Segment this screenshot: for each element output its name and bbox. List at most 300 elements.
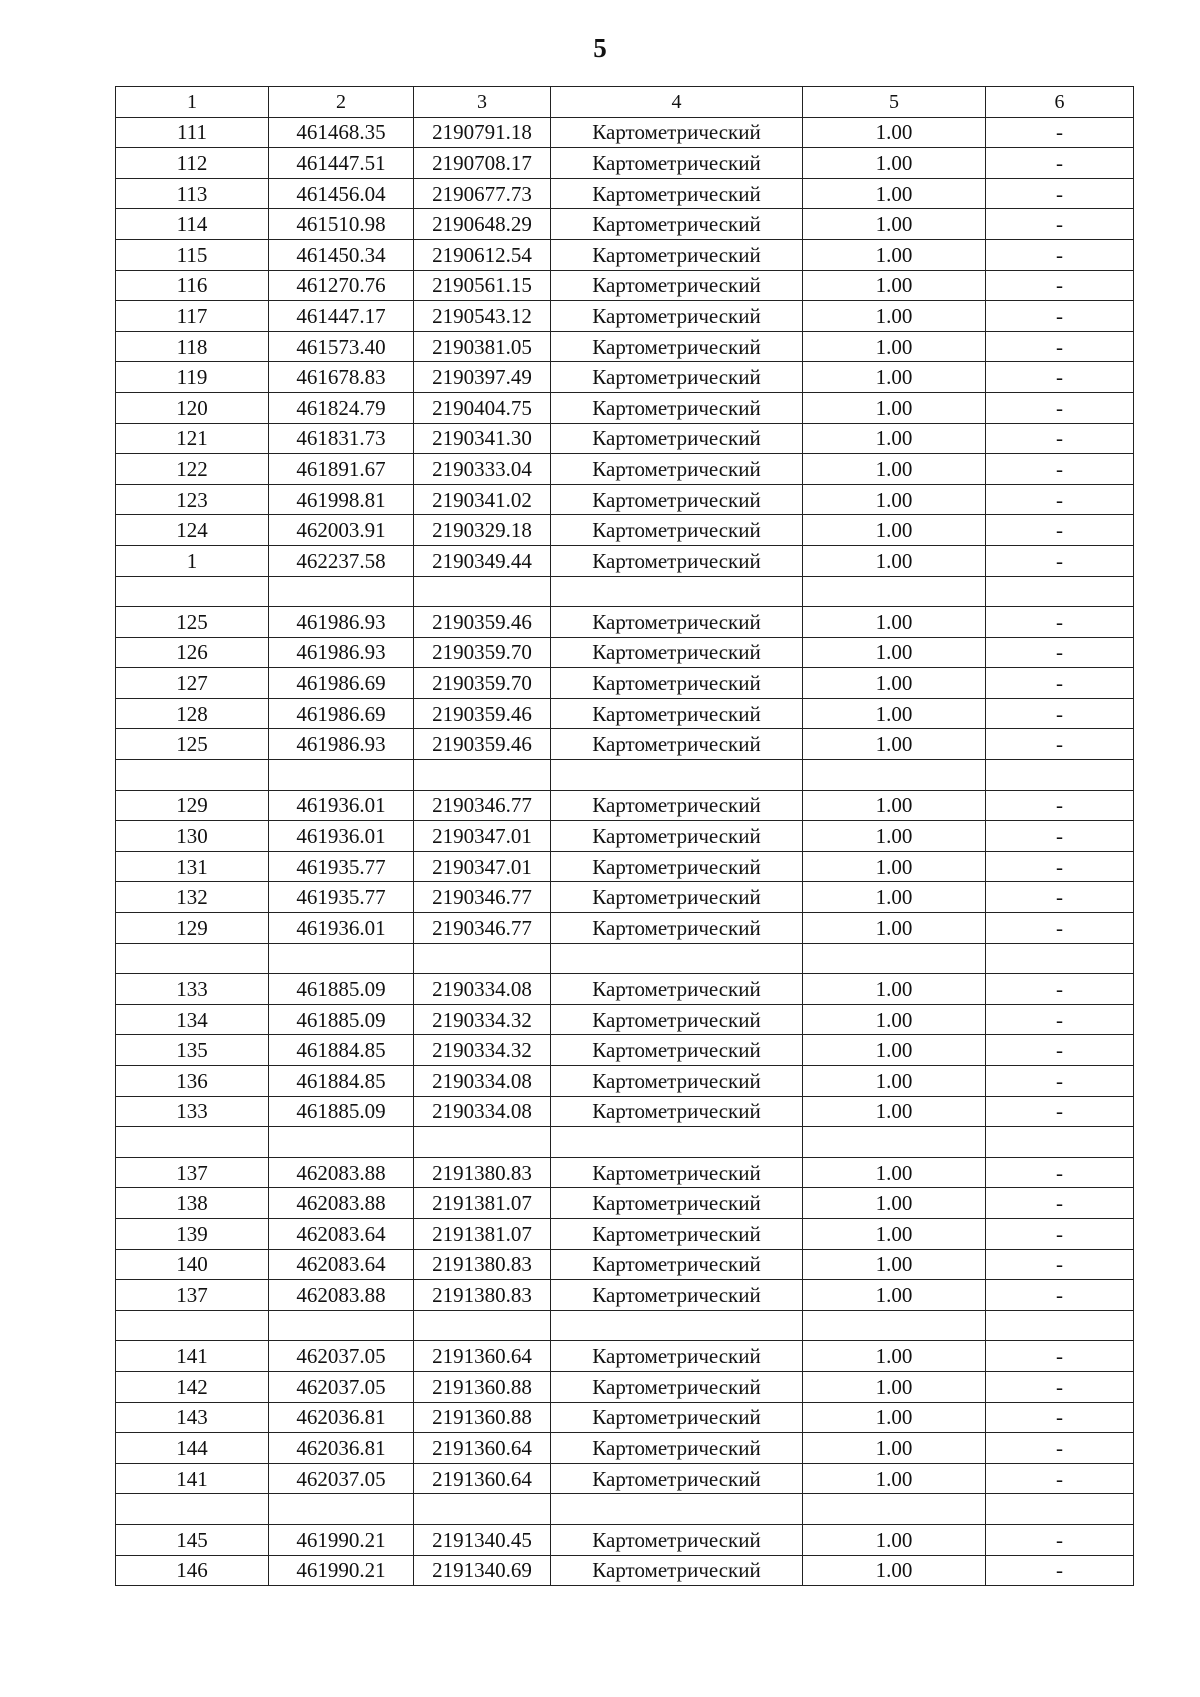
- y-coordinate-cell: 2191380.83: [414, 1157, 551, 1188]
- point-number-cell: [116, 760, 269, 791]
- x-coordinate-cell: 461831.73: [269, 423, 414, 454]
- separator-row: [116, 1494, 1134, 1525]
- precision-cell: 1.00: [803, 1463, 986, 1494]
- table-row: [116, 239, 1134, 270]
- method-cell: Картометрический: [551, 423, 803, 454]
- point-number-cell: 133: [116, 1096, 269, 1127]
- table-row: [116, 331, 1134, 362]
- note-cell: -: [986, 1096, 1134, 1127]
- precision-cell: 1.00: [803, 1066, 986, 1097]
- note-cell: -: [986, 913, 1134, 944]
- method-cell: Картометрический: [551, 301, 803, 332]
- table-row: [116, 790, 1134, 821]
- point-number-cell: 142: [116, 1371, 269, 1402]
- y-coordinate-cell: 2190334.32: [414, 1035, 551, 1066]
- note-cell: [986, 1494, 1134, 1525]
- x-coordinate-cell: 461935.77: [269, 882, 414, 913]
- y-coordinate-cell: 2190359.46: [414, 607, 551, 638]
- note-cell: [986, 943, 1134, 974]
- table-row: [116, 974, 1134, 1005]
- method-cell: Картометрический: [551, 1249, 803, 1280]
- method-cell: Картометрический: [551, 821, 803, 852]
- x-coordinate-cell: 461936.01: [269, 790, 414, 821]
- precision-cell: 1.00: [803, 362, 986, 393]
- table-row: [116, 1004, 1134, 1035]
- method-cell: Картометрический: [551, 1555, 803, 1586]
- point-number-cell: 135: [116, 1035, 269, 1066]
- point-number-cell: 141: [116, 1463, 269, 1494]
- precision-cell: 1.00: [803, 974, 986, 1005]
- method-cell: [551, 943, 803, 974]
- table-row: [116, 1433, 1134, 1464]
- table-body: [116, 117, 1134, 1586]
- method-cell: Картометрический: [551, 1096, 803, 1127]
- table-row: [116, 515, 1134, 546]
- page-number: 5: [593, 33, 607, 63]
- table-row: [116, 545, 1134, 576]
- point-number-cell: 117: [116, 301, 269, 332]
- y-coordinate-cell: [414, 1310, 551, 1341]
- precision-cell: [803, 1127, 986, 1158]
- point-number-cell: 129: [116, 790, 269, 821]
- method-cell: Картометрический: [551, 209, 803, 240]
- x-coordinate-cell: 462237.58: [269, 545, 414, 576]
- table-row: [116, 301, 1134, 332]
- precision-cell: 1.00: [803, 1433, 986, 1464]
- method-cell: [551, 1310, 803, 1341]
- method-cell: Картометрический: [551, 1402, 803, 1433]
- note-cell: [986, 576, 1134, 607]
- precision-cell: 1.00: [803, 1004, 986, 1035]
- precision-cell: 1.00: [803, 790, 986, 821]
- precision-cell: 1.00: [803, 1096, 986, 1127]
- point-number-cell: 126: [116, 637, 269, 668]
- table-row: [116, 1341, 1134, 1372]
- note-cell: -: [986, 148, 1134, 179]
- method-cell: [551, 1494, 803, 1525]
- point-number-cell: 1: [116, 545, 269, 576]
- method-cell: Картометрический: [551, 148, 803, 179]
- table-row: [116, 1463, 1134, 1494]
- y-coordinate-cell: 2190677.73: [414, 178, 551, 209]
- precision-cell: 1.00: [803, 331, 986, 362]
- x-coordinate-cell: 462037.05: [269, 1371, 414, 1402]
- y-coordinate-cell: 2190347.01: [414, 851, 551, 882]
- y-coordinate-cell: 2191360.64: [414, 1341, 551, 1372]
- table-row: [116, 1157, 1134, 1188]
- precision-cell: 1.00: [803, 729, 986, 760]
- note-cell: -: [986, 729, 1134, 760]
- y-coordinate-cell: 2191360.88: [414, 1371, 551, 1402]
- y-coordinate-cell: 2190334.08: [414, 974, 551, 1005]
- point-number-cell: [116, 1494, 269, 1525]
- point-number-cell: 115: [116, 239, 269, 270]
- table-header: [116, 87, 1134, 118]
- table-row: [116, 668, 1134, 699]
- x-coordinate-cell: 462083.88: [269, 1157, 414, 1188]
- point-number-cell: 138: [116, 1188, 269, 1219]
- precision-cell: [803, 1310, 986, 1341]
- coordinates-table: [115, 86, 1134, 1586]
- point-number-cell: 118: [116, 331, 269, 362]
- point-number-cell: 121: [116, 423, 269, 454]
- point-number-cell: 114: [116, 209, 269, 240]
- y-coordinate-cell: [414, 1494, 551, 1525]
- y-coordinate-cell: 2190359.46: [414, 729, 551, 760]
- point-number-cell: 129: [116, 913, 269, 944]
- note-cell: -: [986, 423, 1134, 454]
- x-coordinate-cell: 461986.69: [269, 698, 414, 729]
- table-row: [116, 392, 1134, 423]
- precision-cell: [803, 760, 986, 791]
- method-cell: Картометрический: [551, 362, 803, 393]
- point-number-cell: 111: [116, 117, 269, 148]
- x-coordinate-cell: 461990.21: [269, 1524, 414, 1555]
- table-row: [116, 882, 1134, 913]
- point-number-cell: 127: [116, 668, 269, 699]
- precision-cell: 1.00: [803, 1188, 986, 1219]
- y-coordinate-cell: 2190333.04: [414, 454, 551, 485]
- method-cell: Картометрический: [551, 515, 803, 546]
- table-row: [116, 1035, 1134, 1066]
- table-row: [116, 698, 1134, 729]
- point-number-cell: 112: [116, 148, 269, 179]
- x-coordinate-cell: 461450.34: [269, 239, 414, 270]
- table-row: [116, 1218, 1134, 1249]
- point-number-cell: 119: [116, 362, 269, 393]
- x-coordinate-cell: [269, 1127, 414, 1158]
- note-cell: -: [986, 1218, 1134, 1249]
- x-coordinate-cell: 461456.04: [269, 178, 414, 209]
- separator-row: [116, 943, 1134, 974]
- table-row: [116, 851, 1134, 882]
- table-row: [116, 1371, 1134, 1402]
- point-number-cell: 143: [116, 1402, 269, 1433]
- method-cell: Картометрический: [551, 974, 803, 1005]
- note-cell: -: [986, 117, 1134, 148]
- table-row: [116, 270, 1134, 301]
- table-row: [116, 1249, 1134, 1280]
- point-number-cell: [116, 943, 269, 974]
- y-coordinate-cell: 2190561.15: [414, 270, 551, 301]
- method-cell: Картометрический: [551, 1218, 803, 1249]
- method-cell: Картометрический: [551, 882, 803, 913]
- table-row: [116, 637, 1134, 668]
- point-number-cell: 134: [116, 1004, 269, 1035]
- separator-row: [116, 576, 1134, 607]
- x-coordinate-cell: 461468.35: [269, 117, 414, 148]
- method-cell: Картометрический: [551, 392, 803, 423]
- x-coordinate-cell: 462083.64: [269, 1218, 414, 1249]
- precision-cell: 1.00: [803, 1524, 986, 1555]
- precision-cell: 1.00: [803, 545, 986, 576]
- x-coordinate-cell: 461510.98: [269, 209, 414, 240]
- point-number-cell: 136: [116, 1066, 269, 1097]
- precision-cell: 1.00: [803, 1249, 986, 1280]
- column-header: 2: [269, 87, 414, 118]
- x-coordinate-cell: [269, 760, 414, 791]
- method-cell: Картометрический: [551, 270, 803, 301]
- y-coordinate-cell: 2190612.54: [414, 239, 551, 270]
- column-header: 3: [414, 87, 551, 118]
- table-row: [116, 362, 1134, 393]
- note-cell: -: [986, 974, 1134, 1005]
- table-row: [116, 148, 1134, 179]
- x-coordinate-cell: 461885.09: [269, 1096, 414, 1127]
- method-cell: Картометрический: [551, 1524, 803, 1555]
- point-number-cell: 116: [116, 270, 269, 301]
- y-coordinate-cell: 2190347.01: [414, 821, 551, 852]
- method-cell: Картометрический: [551, 1433, 803, 1464]
- method-cell: Картометрический: [551, 729, 803, 760]
- note-cell: -: [986, 1555, 1134, 1586]
- y-coordinate-cell: 2190359.70: [414, 668, 551, 699]
- y-coordinate-cell: 2190341.30: [414, 423, 551, 454]
- precision-cell: 1.00: [803, 821, 986, 852]
- y-coordinate-cell: 2191340.45: [414, 1524, 551, 1555]
- note-cell: -: [986, 882, 1134, 913]
- precision-cell: [803, 943, 986, 974]
- method-cell: Картометрический: [551, 607, 803, 638]
- x-coordinate-cell: 462037.05: [269, 1341, 414, 1372]
- header-row: [116, 87, 1134, 118]
- note-cell: -: [986, 1004, 1134, 1035]
- point-number-cell: 123: [116, 484, 269, 515]
- table-row: [116, 913, 1134, 944]
- note-cell: -: [986, 1524, 1134, 1555]
- note-cell: -: [986, 1371, 1134, 1402]
- point-number-cell: 122: [116, 454, 269, 485]
- table-row: [116, 1280, 1134, 1311]
- note-cell: -: [986, 484, 1134, 515]
- y-coordinate-cell: [414, 760, 551, 791]
- method-cell: Картометрический: [551, 178, 803, 209]
- precision-cell: 1.00: [803, 1035, 986, 1066]
- method-cell: Картометрический: [551, 1066, 803, 1097]
- table-row: [116, 209, 1134, 240]
- precision-cell: 1.00: [803, 851, 986, 882]
- method-cell: Картометрический: [551, 331, 803, 362]
- note-cell: -: [986, 1402, 1134, 1433]
- table-row: [116, 1188, 1134, 1219]
- note-cell: -: [986, 454, 1134, 485]
- point-number-cell: 141: [116, 1341, 269, 1372]
- y-coordinate-cell: [414, 1127, 551, 1158]
- y-coordinate-cell: 2190346.77: [414, 882, 551, 913]
- precision-cell: 1.00: [803, 515, 986, 546]
- point-number-cell: 131: [116, 851, 269, 882]
- table-row: [116, 454, 1134, 485]
- method-cell: Картометрический: [551, 790, 803, 821]
- y-coordinate-cell: 2190346.77: [414, 790, 551, 821]
- y-coordinate-cell: [414, 943, 551, 974]
- note-cell: -: [986, 1066, 1134, 1097]
- precision-cell: 1.00: [803, 1341, 986, 1372]
- note-cell: -: [986, 637, 1134, 668]
- precision-cell: [803, 576, 986, 607]
- precision-cell: 1.00: [803, 1218, 986, 1249]
- note-cell: [986, 1310, 1134, 1341]
- note-cell: -: [986, 270, 1134, 301]
- table-row: [116, 117, 1134, 148]
- x-coordinate-cell: 461885.09: [269, 1004, 414, 1035]
- note-cell: -: [986, 209, 1134, 240]
- x-coordinate-cell: 462083.88: [269, 1188, 414, 1219]
- precision-cell: 1.00: [803, 1402, 986, 1433]
- precision-cell: 1.00: [803, 423, 986, 454]
- point-number-cell: 128: [116, 698, 269, 729]
- precision-cell: 1.00: [803, 117, 986, 148]
- note-cell: [986, 760, 1134, 791]
- x-coordinate-cell: 461270.76: [269, 270, 414, 301]
- table-row: [116, 607, 1134, 638]
- x-coordinate-cell: 461986.93: [269, 729, 414, 760]
- precision-cell: 1.00: [803, 1280, 986, 1311]
- method-cell: Картометрический: [551, 668, 803, 699]
- method-cell: Картометрический: [551, 851, 803, 882]
- x-coordinate-cell: 461986.93: [269, 637, 414, 668]
- x-coordinate-cell: [269, 1310, 414, 1341]
- point-number-cell: 120: [116, 392, 269, 423]
- method-cell: Картометрический: [551, 1004, 803, 1035]
- note-cell: -: [986, 698, 1134, 729]
- precision-cell: 1.00: [803, 1157, 986, 1188]
- x-coordinate-cell: 461447.17: [269, 301, 414, 332]
- separator-row: [116, 760, 1134, 791]
- note-cell: -: [986, 1249, 1134, 1280]
- note-cell: -: [986, 362, 1134, 393]
- precision-cell: 1.00: [803, 698, 986, 729]
- note-cell: -: [986, 331, 1134, 362]
- y-coordinate-cell: 2190359.70: [414, 637, 551, 668]
- y-coordinate-cell: 2191380.83: [414, 1249, 551, 1280]
- note-cell: -: [986, 851, 1134, 882]
- method-cell: Картометрический: [551, 454, 803, 485]
- y-coordinate-cell: 2190359.46: [414, 698, 551, 729]
- y-coordinate-cell: 2190404.75: [414, 392, 551, 423]
- x-coordinate-cell: 461884.85: [269, 1035, 414, 1066]
- method-cell: Картометрический: [551, 913, 803, 944]
- column-header: 6: [986, 87, 1134, 118]
- x-coordinate-cell: [269, 1494, 414, 1525]
- point-number-cell: 140: [116, 1249, 269, 1280]
- column-header: 4: [551, 87, 803, 118]
- y-coordinate-cell: 2190329.18: [414, 515, 551, 546]
- precision-cell: 1.00: [803, 270, 986, 301]
- y-coordinate-cell: 2190397.49: [414, 362, 551, 393]
- x-coordinate-cell: 461986.93: [269, 607, 414, 638]
- precision-cell: 1.00: [803, 148, 986, 179]
- x-coordinate-cell: 461891.67: [269, 454, 414, 485]
- y-coordinate-cell: 2191360.64: [414, 1463, 551, 1494]
- point-number-cell: 125: [116, 729, 269, 760]
- precision-cell: 1.00: [803, 913, 986, 944]
- method-cell: Картометрический: [551, 1341, 803, 1372]
- y-coordinate-cell: 2191381.07: [414, 1218, 551, 1249]
- note-cell: -: [986, 821, 1134, 852]
- method-cell: [551, 576, 803, 607]
- point-number-cell: 125: [116, 607, 269, 638]
- x-coordinate-cell: 461884.85: [269, 1066, 414, 1097]
- y-coordinate-cell: 2191380.83: [414, 1280, 551, 1311]
- x-coordinate-cell: 461986.69: [269, 668, 414, 699]
- precision-cell: 1.00: [803, 239, 986, 270]
- y-coordinate-cell: 2190341.02: [414, 484, 551, 515]
- point-number-cell: 144: [116, 1433, 269, 1464]
- y-coordinate-cell: 2190648.29: [414, 209, 551, 240]
- precision-cell: 1.00: [803, 1555, 986, 1586]
- y-coordinate-cell: 2190381.05: [414, 331, 551, 362]
- precision-cell: 1.00: [803, 607, 986, 638]
- x-coordinate-cell: 462083.64: [269, 1249, 414, 1280]
- table-row: [116, 1524, 1134, 1555]
- method-cell: Картометрический: [551, 484, 803, 515]
- table-row: [116, 1402, 1134, 1433]
- note-cell: -: [986, 1157, 1134, 1188]
- precision-cell: 1.00: [803, 454, 986, 485]
- y-coordinate-cell: 2191360.64: [414, 1433, 551, 1464]
- point-number-cell: 133: [116, 974, 269, 1005]
- x-coordinate-cell: 462083.88: [269, 1280, 414, 1311]
- precision-cell: 1.00: [803, 392, 986, 423]
- point-number-cell: [116, 576, 269, 607]
- y-coordinate-cell: 2190334.32: [414, 1004, 551, 1035]
- note-cell: -: [986, 1463, 1134, 1494]
- x-coordinate-cell: [269, 576, 414, 607]
- x-coordinate-cell: 461936.01: [269, 821, 414, 852]
- x-coordinate-cell: 462037.05: [269, 1463, 414, 1494]
- x-coordinate-cell: 462003.91: [269, 515, 414, 546]
- point-number-cell: [116, 1127, 269, 1158]
- method-cell: Картометрический: [551, 1157, 803, 1188]
- point-number-cell: 139: [116, 1218, 269, 1249]
- point-number-cell: 132: [116, 882, 269, 913]
- precision-cell: [803, 1494, 986, 1525]
- table-row: [116, 1096, 1134, 1127]
- precision-cell: 1.00: [803, 301, 986, 332]
- note-cell: -: [986, 1188, 1134, 1219]
- column-header: 1: [116, 87, 269, 118]
- x-coordinate-cell: 461678.83: [269, 362, 414, 393]
- note-cell: -: [986, 545, 1134, 576]
- point-number-cell: 137: [116, 1280, 269, 1311]
- y-coordinate-cell: 2190334.08: [414, 1096, 551, 1127]
- point-number-cell: [116, 1310, 269, 1341]
- table-row: [116, 1555, 1134, 1586]
- precision-cell: 1.00: [803, 668, 986, 699]
- precision-cell: 1.00: [803, 637, 986, 668]
- y-coordinate-cell: 2190791.18: [414, 117, 551, 148]
- x-coordinate-cell: 461573.40: [269, 331, 414, 362]
- note-cell: -: [986, 178, 1134, 209]
- note-cell: [986, 1127, 1134, 1158]
- separator-row: [116, 1310, 1134, 1341]
- note-cell: -: [986, 515, 1134, 546]
- note-cell: -: [986, 239, 1134, 270]
- note-cell: -: [986, 1035, 1134, 1066]
- note-cell: -: [986, 392, 1134, 423]
- precision-cell: 1.00: [803, 484, 986, 515]
- x-coordinate-cell: 461447.51: [269, 148, 414, 179]
- method-cell: Картометрический: [551, 698, 803, 729]
- point-number-cell: 124: [116, 515, 269, 546]
- y-coordinate-cell: 2190346.77: [414, 913, 551, 944]
- y-coordinate-cell: 2190334.08: [414, 1066, 551, 1097]
- y-coordinate-cell: 2191340.69: [414, 1555, 551, 1586]
- note-cell: -: [986, 790, 1134, 821]
- point-number-cell: 145: [116, 1524, 269, 1555]
- method-cell: Картометрический: [551, 1035, 803, 1066]
